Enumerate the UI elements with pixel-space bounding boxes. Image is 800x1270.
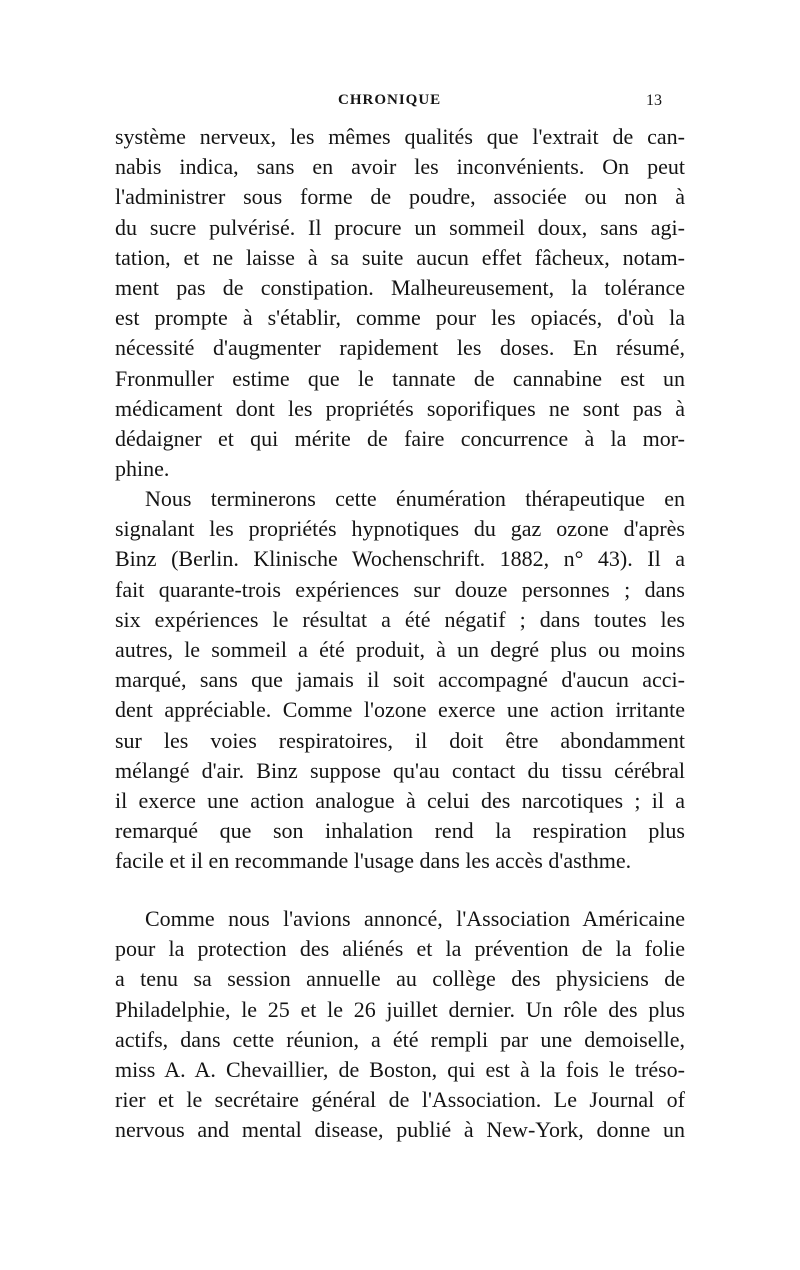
text-line: dent appréciable. Comme l'ozone exerce une action irritante (115, 697, 685, 723)
text-line: est prompte à s'établir, comme pour les opiacés, d'où la (115, 305, 685, 331)
text-line: ment pas de constipation. Malheureusement, la tolérance (115, 274, 685, 300)
text-line: facile et il en recommande l'usage dans les accès d'asthme. (115, 848, 632, 874)
page-number: 13 (646, 92, 662, 109)
text-line: remarqué que son inhalation rend la respiration plus (115, 818, 685, 844)
text-line: Nous terminerons cette énumération thérapeutique en (145, 486, 685, 511)
text-line: miss A. A. Chevaillier, de Boston, qui est à la fois le tréso- (115, 1056, 685, 1082)
text-line: nervous and mental disease, publié à New-York, donne un (115, 1117, 685, 1143)
running-title: CHRONIQUE (338, 92, 442, 108)
text-line: médicament dont les propriétés soporifiques ne sont pas à (115, 395, 685, 421)
text-line: mélangé d'air. Binz suppose qu'au contact du tissu cérébral (115, 757, 685, 783)
text-line: nécessité d'augmenter rapidement les doses. En résumé, (115, 335, 685, 361)
text-line: Comme nous l'avions annoncé, l'Association Américaine (145, 906, 685, 931)
text-line: Philadelphie, le 25 et le 26 juillet dernier. Un rôle des plus (115, 996, 685, 1022)
text-line: nabis indica, sans en avoir les inconvénients. On peut (115, 154, 685, 180)
text-line: sur les voies respiratoires, il doit être abondamment (115, 727, 685, 753)
running-head (0, 92, 800, 114)
text-line: marqué, sans que jamais il soit accompagné d'aucun acci- (115, 667, 685, 693)
text-line: phine. (115, 456, 170, 482)
text-line: signalant les propriétés hypnotiques du gaz ozone d'après (115, 516, 685, 542)
paragraph-1 (115, 122, 685, 484)
text-line: du sucre pulvérisé. Il procure un sommeil doux, sans agi- (115, 214, 685, 240)
text-line: tation, et ne laisse à sa suite aucun effet fâcheux, notam- (115, 244, 685, 270)
text-line: système nerveux, les mêmes qualités que l'extrait de can- (115, 124, 685, 149)
paragraph-2 (115, 484, 685, 876)
text-line: rier et le secrétaire général de l'Association. Le Journal of (115, 1087, 685, 1113)
text-line: Binz (Berlin. Klinische Wochenschrift. 1882, n° 43). Il a (115, 546, 685, 572)
text-line: a tenu sa session annuelle au collège des physiciens de (115, 966, 685, 992)
text-line: fait quarante-trois expériences sur douze personnes ; dans (115, 576, 685, 602)
text-line: il exerce une action analogue à celui des narcotiques ; il a (115, 787, 685, 813)
text-line: l'administrer sous forme de poudre, associée ou non à (115, 184, 685, 210)
text-line: six expériences le résultat a été négatif ; dans toutes les (115, 606, 685, 632)
section-separator (238, 860, 274, 870)
text-line: dédaigner et qui mérite de faire concurrence à la mor- (115, 425, 685, 451)
text-line: autres, le sommeil a été produit, à un degré plus ou moins (115, 636, 685, 662)
text-line: actifs, dans cette réunion, a été rempli par une demoiselle, (115, 1026, 685, 1052)
text-line: pour la protection des aliénés et la prévention de la folie (115, 936, 685, 962)
text-line: Fronmuller estime que le tannate de cannabine est un (115, 365, 685, 391)
paragraph-3 (115, 904, 685, 1146)
